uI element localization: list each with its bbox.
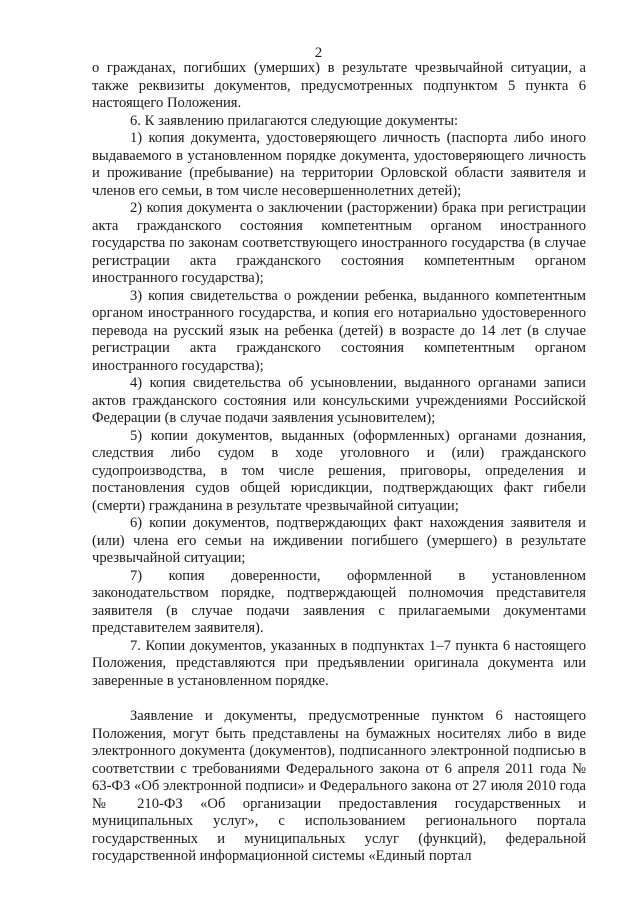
paragraph-subitem-4: 4) копия свидетельства об усыновлении, выданного органами записи актов гражданского состояния или консульскими учреждениями Российской Федерации (в случае подачи заявления усыновителем); xyxy=(92,375,586,426)
paragraph-subitem-5: 5) копии документов, выданных (оформленных) органами дознания, следствия либо судом в ходе уголовного и (или) гражданского судопроизводства, в том числе решения, приговоры, определения и постановления судов общей юрисдикции, подтверждающих факт гибели (смерти) гражданина в результате чрезвычайной ситуации; xyxy=(92,427,586,514)
page-number: 2 xyxy=(314,45,323,61)
paragraph-continuation: о гражданах, погибших (умерших) в результате чрезвычайной ситуации, а также реквизиты документов, предусмотренных подпунктом 5 пункта 6 настоящего Положения. xyxy=(92,60,586,111)
paragraph-item-6: 6. К заявлению прилагаются следующие документы: xyxy=(130,112,459,129)
paragraph-subitem-7: 7) копия доверенности, оформленной в установленном законодательством порядке, подтверждающей полномочия представителя заявителя (в случае подачи заявления с прилагаемыми документами представителем заявителя). xyxy=(92,567,586,636)
paragraph-item-7: 7. Копии документов, указанных в подпунктах 1–7 пункта 6 настоящего Положения, представляются при предъявлении оригинала документа или заверенные в установленном порядке. xyxy=(92,637,586,689)
paragraph-subitem-3: 3) копия свидетельства о рождении ребенка, выданного компетентным органом иностранного государства, и копия его нотариально удостоверенного перевода на русский язык на ребенка (детей) в возрасте до 14 лет (в случае регистрации акта гражданского состояния компетентным органом иностранного государства); xyxy=(92,287,586,374)
paragraph-subitem-2: 2) копия документа о заключении (расторжении) брака при регистрации акта гражданского состояния компетентным органом иностранного государства по законам соответствующего иностранного государства (в случае регистрации акта гражданского состояния компетентным органом иностранного государства); xyxy=(92,200,586,286)
document-body xyxy=(92,60,586,866)
paragraph-subitem-6: 6) копии документов, подтверждающих факт нахождения заявителя и (или) члена его семьи на иждивении погибшего (умершего) в результате чрезвычайной ситуации; xyxy=(92,515,586,566)
paragraph-subitem-1: 1) копия документа, удостоверяющего личность (паспорта либо иного выдаваемого в установленном порядке документа, удостоверяющего личность и проживание (пребывание) на территории Орловской области заявителя и членов его семьи, в том числе несовершеннолетних детей); xyxy=(92,130,586,199)
paragraph-electronic-submission: Заявление и документы, предусмотренные пунктом 6 настоящего Положения, могут быть представлены на бумажных носителях либо в виде электронного документа (документов), подписанного электронной подписью в соответствии с требованиями Федерального закона от 6 апреля 2011 года № 63-ФЗ «Об электронной подписи» и Федерального закона от 27 июля 2010 года № 210-ФЗ «Об организации предоставления государственных и муниципальных услуг», с использованием регионального портала государственных и муниципальных услуг (функций), федеральной государственной информационной системы «Единый портал xyxy=(92,708,586,864)
